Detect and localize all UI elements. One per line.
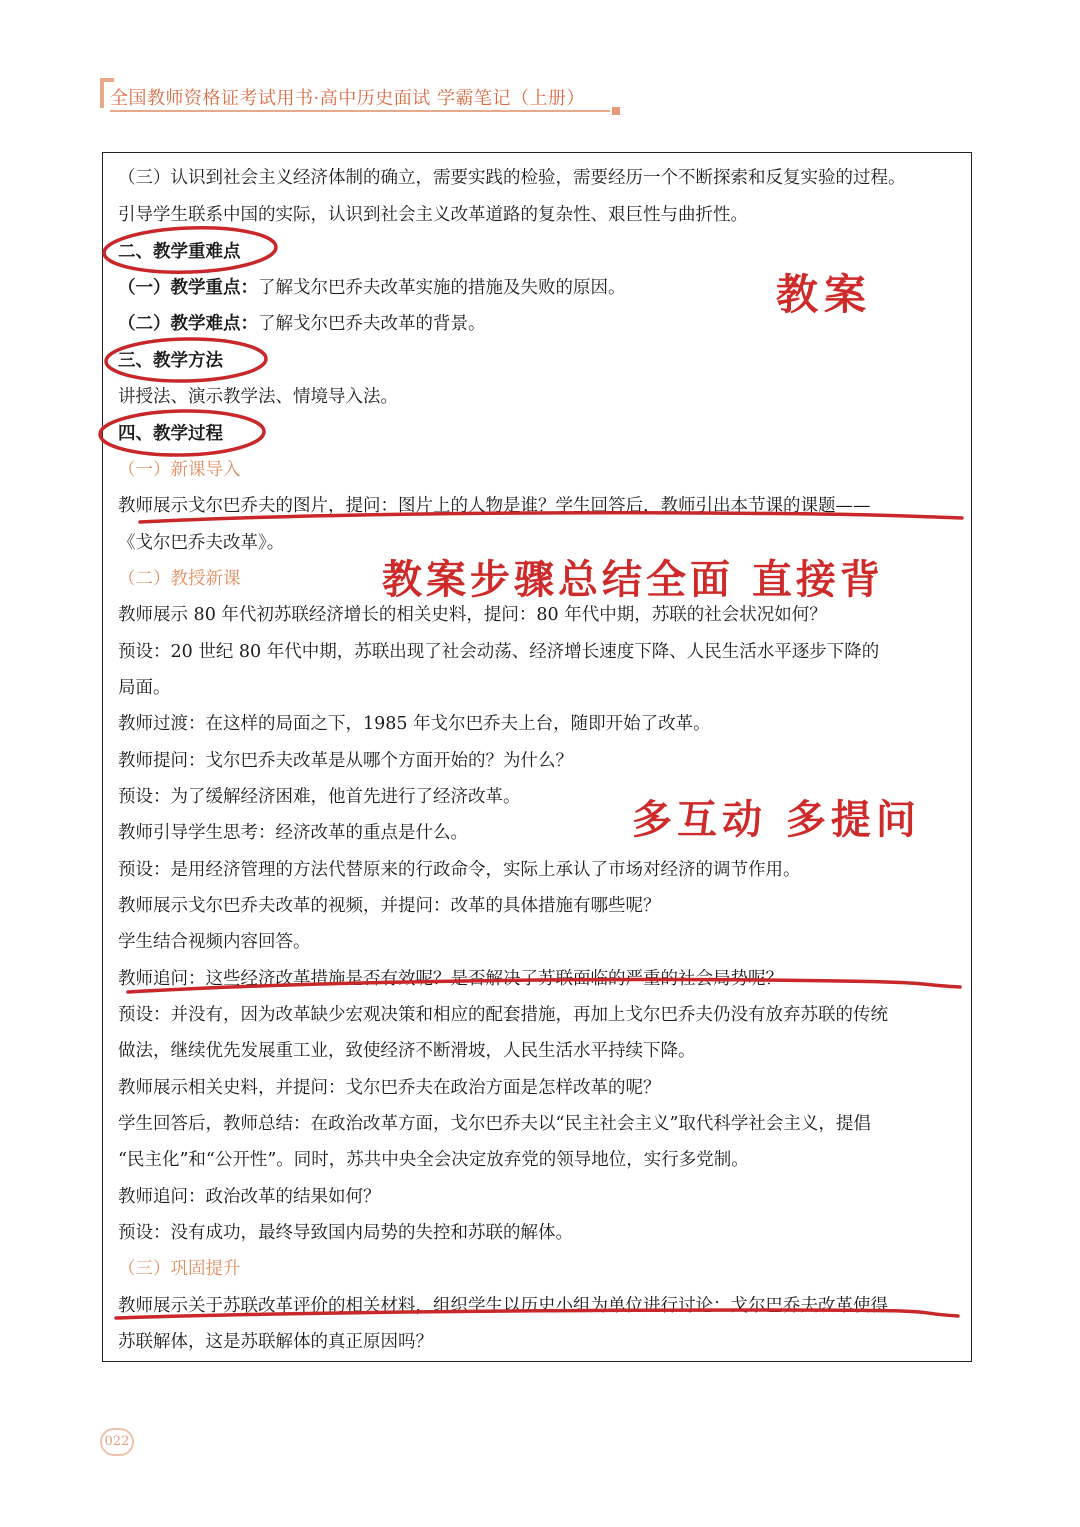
text-line: 学生回答后，教师总结：在政治改革方面，戈尔巴乔夫以“民主社会主义”取代科学社会主义，提倡 xyxy=(118,1114,871,1134)
text-line xyxy=(118,276,626,300)
text-line: 教师提问：戈尔巴乔夫改革是从哪个方面开始的？为什么？ xyxy=(118,751,573,771)
handwritten-note-interaction: 多互动 多提问 xyxy=(632,797,921,843)
text-line: 引导学生联系中国的实际，认识到社会主义改革道路的复杂性、艰巨性与曲折性。 xyxy=(118,205,748,225)
text-line: 预设：为了缓解经济困难，他首先进行了经济改革。 xyxy=(118,787,521,807)
subsection-heading: （三）巩固提升 xyxy=(118,1259,241,1279)
header-rule xyxy=(110,110,610,112)
difficulty-label: （二）教学难点： xyxy=(118,314,258,334)
text-line: 学生结合视频内容回答。 xyxy=(118,932,311,952)
text-line: 预设：是用经济管理的方法代替原来的行政命令，实际上承认了市场对经济的调节作用。 xyxy=(118,860,801,880)
page-number: 022 xyxy=(100,1428,134,1456)
header-title: 全国教师资格证考试用书·高中历史面试 学霸笔记（上册） xyxy=(110,88,585,109)
difficulty-text: 了解戈尔巴乔夫改革的背景。 xyxy=(258,314,486,334)
text-line: 教师展示 80 年代初苏联经济增长的相关史料，提问：80 年代中期，苏联的社会状况如何？ xyxy=(118,605,827,625)
text-line: 教师展示相关史料，并提问：戈尔巴乔夫在政治方面是怎样改革的呢？ xyxy=(118,1078,661,1098)
section-heading-methods: 三、教学方法 xyxy=(118,351,223,371)
text-line: （三）认识到社会主义经济体制的确立，需要实践的检验，需要经历一个不断探索和反复实验的过程。 xyxy=(118,168,906,188)
subsection-heading: （二）教授新课 xyxy=(118,569,241,589)
key-point-text: 了解戈尔巴乔夫改革实施的措施及失败的原因。 xyxy=(258,278,626,298)
handwritten-note-lesson-plan: 教案 xyxy=(776,270,873,319)
text-line: 教师过渡：在这样的局面之下，1985 年戈尔巴乔夫上台，随即开始了改革。 xyxy=(118,714,711,734)
text-line xyxy=(118,312,486,336)
text-line: 教师展示戈尔巴乔夫的图片，提问：图片上的人物是谁？学生回答后，教师引出本节课的课题—— xyxy=(118,496,871,516)
text-line: 做法，继续优先发展重工业，致使经济不断滑坡，人民生活水平持续下降。 xyxy=(118,1041,696,1061)
text-line: 预设：没有成功，最终导致国内局势的失控和苏联的解体。 xyxy=(118,1223,573,1243)
text-line: 教师追问：政治改革的结果如何？ xyxy=(118,1187,381,1207)
text-line: 讲授法、演示教学法、情境导入法。 xyxy=(118,387,398,407)
section-heading-process: 四、教学过程 xyxy=(118,424,223,444)
text-line: 局面。 xyxy=(118,678,171,698)
key-point-label: （一）教学重点： xyxy=(118,278,258,298)
text-line: 教师追问：这些经济改革措施是否有效呢？是否解决了苏联面临的严重的社会局势呢？ xyxy=(118,969,783,989)
text-line: 教师展示戈尔巴乔夫改革的视频，并提问：改革的具体措施有哪些呢？ xyxy=(118,896,661,916)
text-line: 预设：20 世纪 80 年代中期，苏联出现了社会动荡、经济增长速度下降、人民生活水平逐步下降的 xyxy=(118,642,880,662)
text-line: 《戈尔巴乔夫改革》。 xyxy=(118,533,285,553)
text-line: 教师展示关于苏联改革评价的相关材料，组织学生以历史小组为单位进行讨论：戈尔巴乔夫改革使得 xyxy=(118,1296,888,1316)
header-rule-end xyxy=(612,107,620,115)
handwritten-note-summary: 教案步骤总结全面 直接背 xyxy=(382,557,884,603)
section-heading-key-points: 二、教学重难点 xyxy=(118,242,241,262)
text-line: “民主化”和“公开性”。同时，苏共中央全会决定放弃党的领导地位，实行多党制。 xyxy=(118,1150,749,1170)
text-line: 苏联解体，这是苏联解体的真正原因吗？ xyxy=(118,1332,433,1352)
running-header xyxy=(100,68,620,118)
text-line: 教师引导学生思考：经济改革的重点是什么。 xyxy=(118,823,468,843)
text-line: 预设：并没有，因为改革缺少宏观决策和相应的配套措施，再加上戈尔巴乔夫仍没有放弃苏联的传统 xyxy=(118,1005,888,1025)
subsection-heading: （一）新课导入 xyxy=(118,460,241,480)
